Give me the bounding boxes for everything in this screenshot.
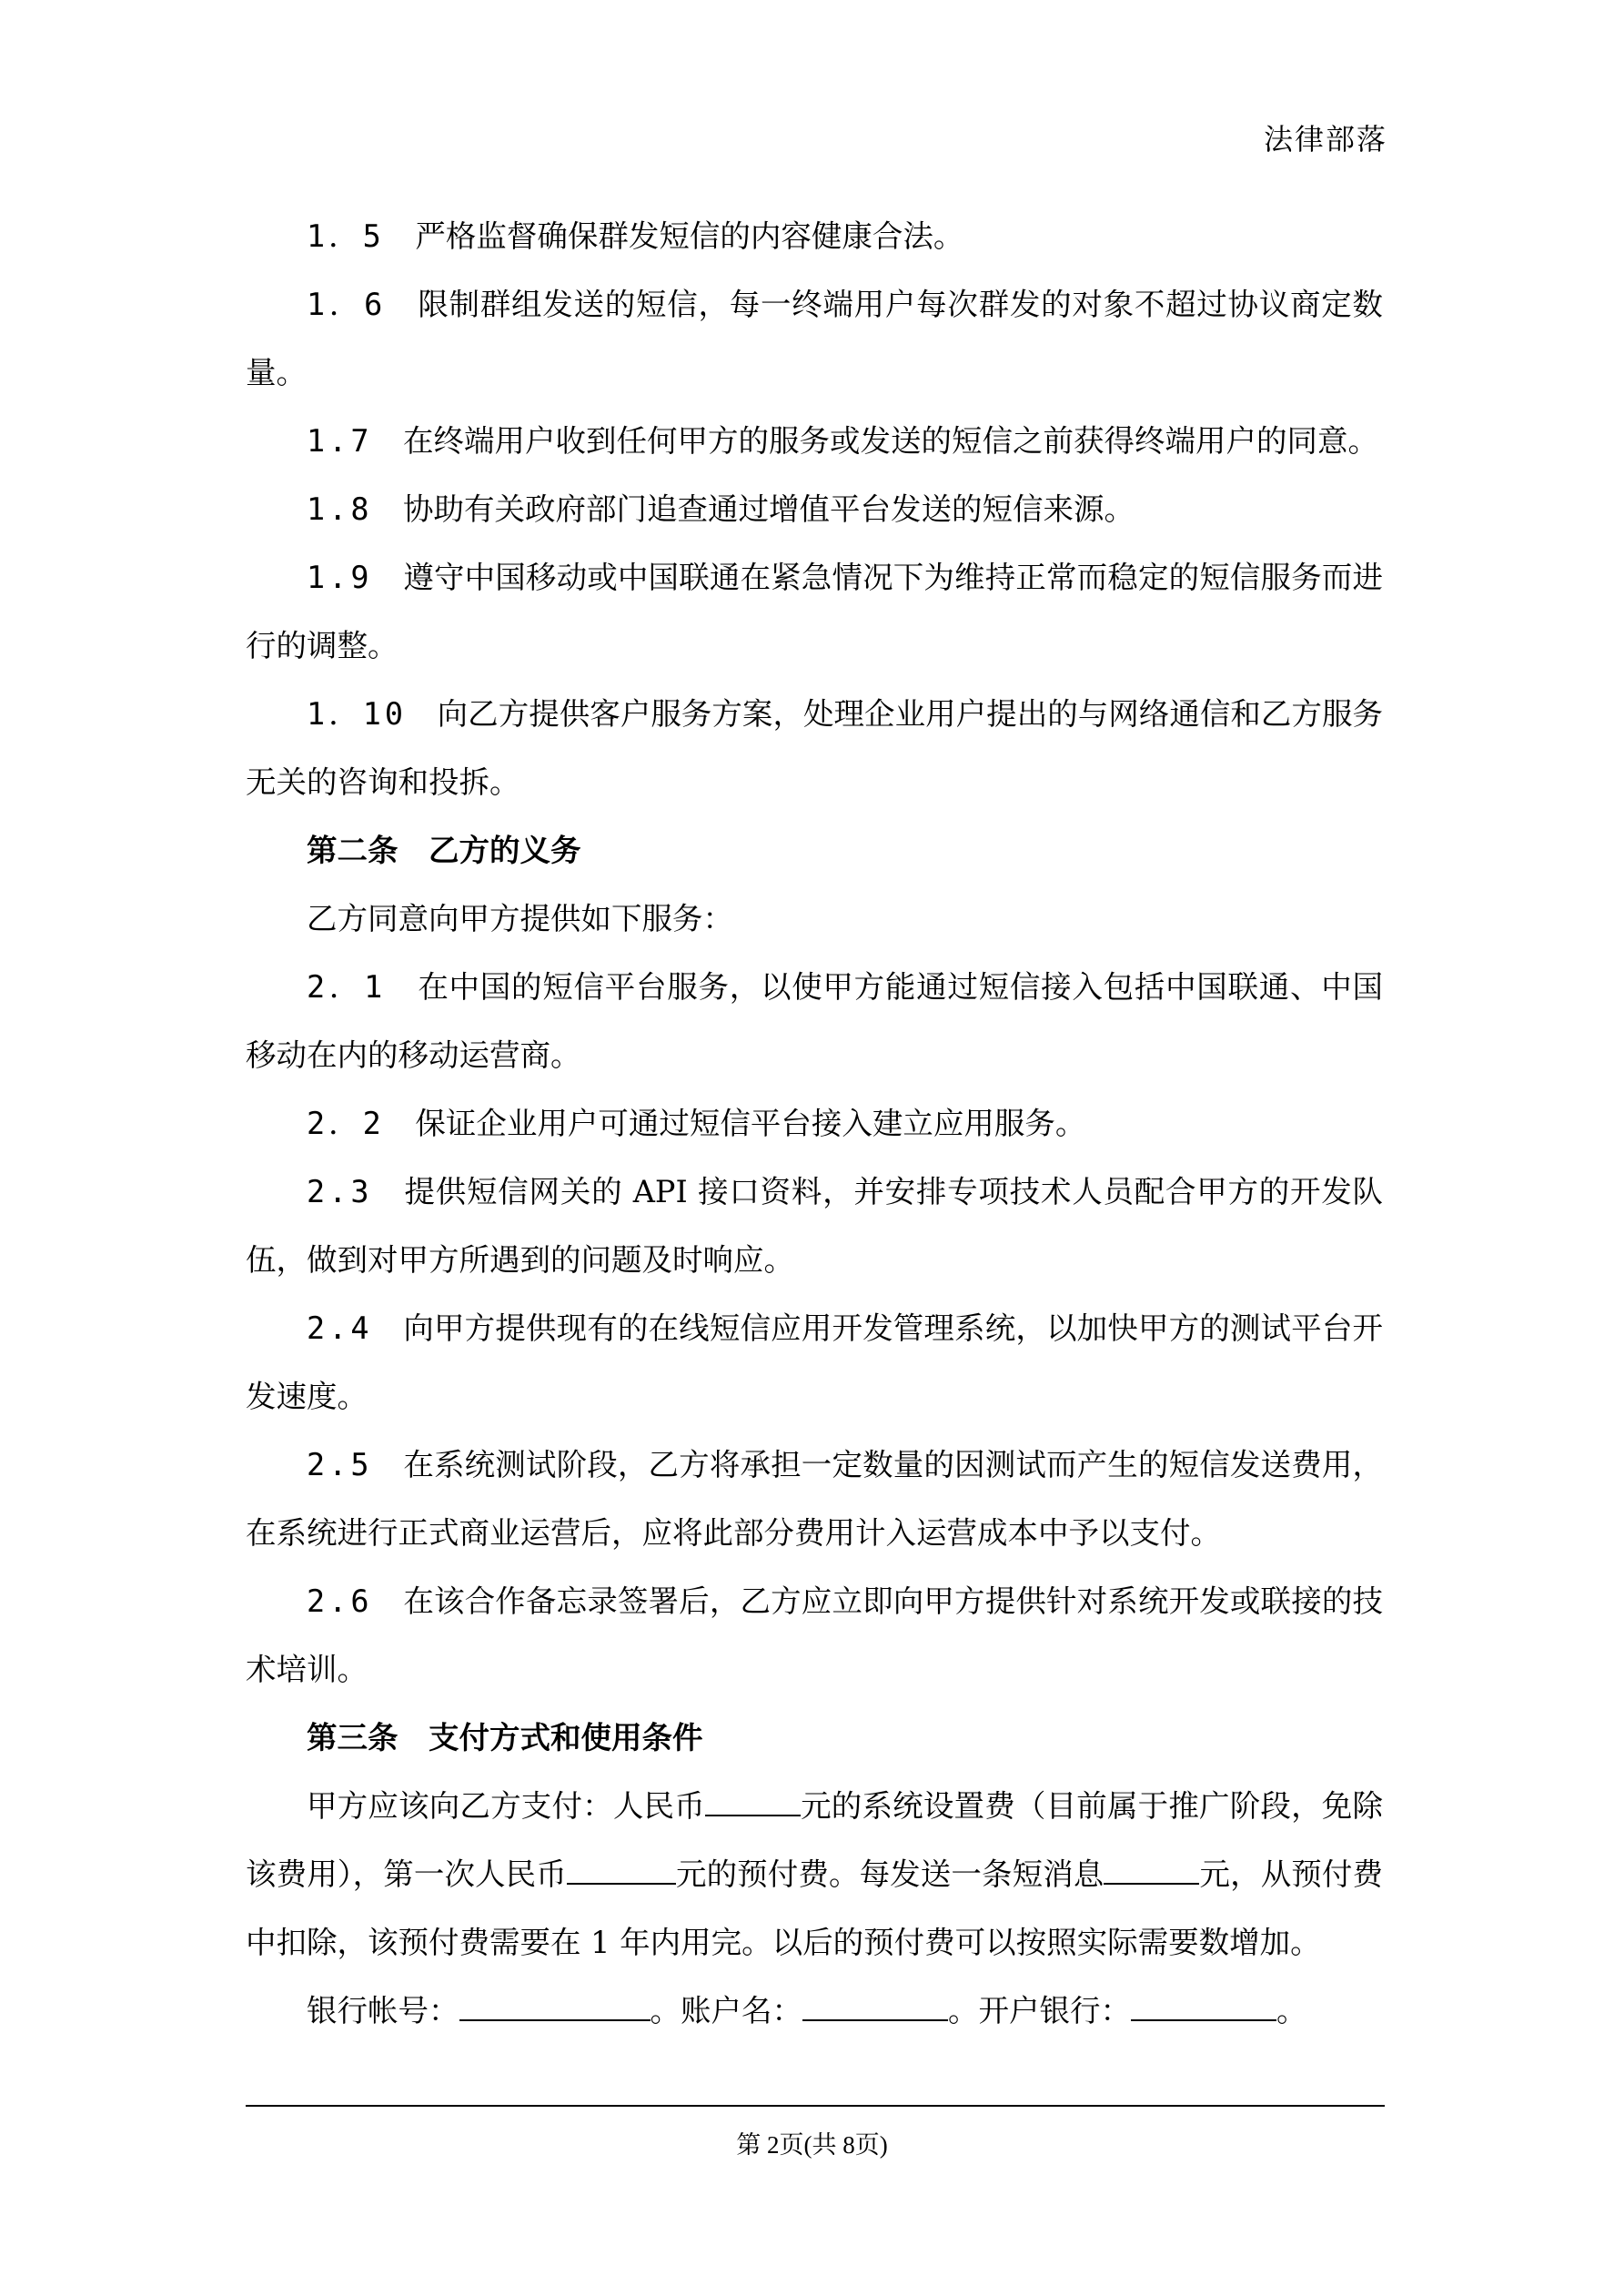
bank-account-blank[interactable]	[459, 1992, 651, 2021]
clause-1-5	[246, 202, 1383, 270]
footer-divider	[246, 2105, 1385, 2107]
clause-1-10	[246, 680, 1383, 816]
clause-text: 协助有关政府部门追查通过增值平台发送的短信来源。	[403, 491, 1135, 527]
clause-1-6	[246, 270, 1383, 407]
article-3-heading: 第三条 支付方式和使用条件	[307, 1720, 703, 1755]
prepaid-amount-blank[interactable]	[567, 1856, 676, 1885]
clause-text: 在终端用户收到任何甲方的服务或发送的短信之前获得终端用户的同意。	[403, 423, 1379, 459]
clause-2-1	[246, 953, 1383, 1089]
document-body	[246, 202, 1383, 2045]
clause-2-5	[246, 1431, 1383, 1567]
bank-info-line	[246, 1977, 1383, 2045]
article-3-payment-paragraph	[246, 1772, 1383, 1977]
clause-2-6	[246, 1567, 1383, 1704]
bank-account-label: 银行帐号：	[307, 1993, 459, 2028]
account-name-label: 。账户名：	[650, 1993, 802, 2028]
clause-2-3	[246, 1158, 1383, 1294]
clause-text: 向乙方提供客户服务方案，处理企业用户提出的与网络通信和乙方服务无关的咨询和投拆。	[246, 696, 1384, 800]
bank-name-blank[interactable]	[1131, 1992, 1276, 2021]
clause-2-4	[246, 1294, 1383, 1431]
page-number: 第 2页(共 8页)	[736, 2131, 888, 2159]
per-message-fee-blank[interactable]	[1104, 1856, 1199, 1885]
clause-1-7	[246, 407, 1383, 475]
clause-text: 在该合作备忘录签署后，乙方应立即向甲方提供针对系统开发或联接的技术培训。	[246, 1583, 1384, 1687]
bank-label: 。开户银行：	[948, 1993, 1131, 2028]
payment-text: 元的系统设置费（目前属于推广阶段，免除该费用），第一次人民币	[246, 1788, 1383, 1892]
clause-number: 2．2	[307, 1106, 385, 1141]
end-mark: 。	[1276, 1993, 1307, 2028]
clause-text: 遵守中国移动或中国联通在紧急情况下为维持正常而稳定的短信服务而进行的调整。	[246, 560, 1384, 663]
payment-text: 元，从预付费中扣除，该预付费需要在 1 年内用完。以后的预付费可以按照实际需要数增加。	[246, 1856, 1384, 1960]
clause-number: 2．1	[307, 969, 387, 1005]
clause-number: 2.5	[307, 1447, 373, 1482]
article-2-heading: 第二条 乙方的义务	[307, 833, 581, 868]
account-name-blank[interactable]	[802, 1992, 948, 2021]
clause-text: 保证企业用户可通过短信平台接入建立应用服务。	[415, 1106, 1086, 1141]
clause-text: 在系统测试阶段，乙方将承担一定数量的因测试而产生的短信发送费用，在系统进行正式商业运营后，应将此部分费用计入运营成本中予以支付。	[246, 1447, 1384, 1551]
clause-text: 在中国的短信平台服务，以使甲方能通过短信接入包括中国联通、中国移动在内的移动运营商。	[246, 969, 1384, 1073]
payment-text: 元的预付费。每发送一条短消息	[675, 1856, 1105, 1892]
clause-number: 2.3	[307, 1174, 373, 1209]
clause-text: 严格监督确保群发短信的内容健康合法。	[415, 218, 964, 254]
clause-number: 1.8	[307, 491, 373, 527]
clause-text: 向甲方提供现有的在线短信应用开发管理系统，以加快甲方的测试平台开发速度。	[246, 1310, 1384, 1414]
clause-number: 1．6	[307, 287, 387, 322]
setup-fee-blank[interactable]	[705, 1787, 801, 1816]
clause-number: 2.6	[307, 1583, 373, 1619]
clause-1-9	[246, 543, 1383, 680]
clause-2-2	[246, 1089, 1383, 1158]
clause-text: 限制群组发送的短信，每一终端用户每次群发的对象不超过协议商定数量。	[246, 287, 1384, 390]
clause-number: 1．10	[307, 696, 408, 732]
clause-number: 1．5	[307, 218, 385, 254]
clause-text: 提供短信网关的 API 接口资料，并安排专项技术人员配合甲方的开发队伍，做到对甲方所遇到的问题及时响应。	[246, 1174, 1383, 1278]
clause-number: 1.7	[307, 423, 373, 459]
clause-number: 2.4	[307, 1310, 373, 1346]
header-brand: 法律部落	[1263, 122, 1387, 157]
article-2-intro: 乙方同意向甲方提供如下服务：	[307, 901, 733, 936]
clause-number: 1.9	[307, 560, 373, 595]
payment-text: 甲方应该向乙方支付：人民币	[307, 1788, 705, 1824]
clause-1-8	[246, 475, 1383, 543]
